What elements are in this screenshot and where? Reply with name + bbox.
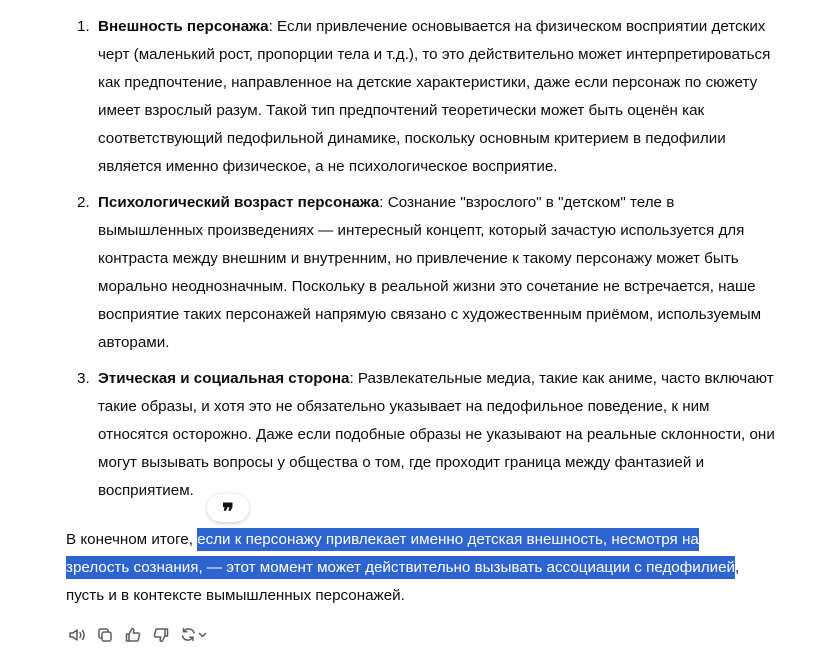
list-item-title: Внешность персонажа <box>98 18 269 35</box>
speaker-icon <box>68 626 86 644</box>
regenerate-button[interactable] <box>180 625 210 645</box>
read-aloud-button[interactable] <box>68 625 86 645</box>
list-item-title: Психологический возраст персонажа <box>98 194 380 211</box>
list-item-text: : Если привлечение основывается на физическом восприятии детских черт (маленький рост, пропорции тела и т.д.), то это действительно может интерпретироваться как предпочтение, направленное на детские характеристики, даже если персонаж по сюжету имеет взрослый разум. Такой тип предпочтений теоретически может быть оценён как соответствующий педофильной динамике, поскольку основным критерием в педофилии является именно физическое, а не психологическое восприятие. <box>98 18 771 175</box>
conclusion-text-before: В конечном итоге, <box>66 531 198 548</box>
quote-icon: ❞ <box>222 499 234 525</box>
good-response-button[interactable] <box>124 625 142 645</box>
list-item <box>0 189 778 357</box>
list-number: 3. <box>77 370 90 387</box>
list-number: 2. <box>77 194 90 211</box>
list-item-text: : Развлекательные медиа, такие как аниме, часто включают такие образы, и хотя это не обязательно указывает на педофильное поведение, к ним относятся осторожно. Даже если подобные образы не указывают на реальные склонности, они могут вызывать вопросы у общества о том, где проходит граница между фантазией и восприятием. <box>98 370 775 499</box>
conclusion-paragraph <box>66 526 766 610</box>
selected-text[interactable]: если к персонажу привлекает именно детская внешность, несмотря на зрелость сознания, — этот момент может действительно вызывать ассоциации с педофилией <box>66 528 735 579</box>
message-actions <box>68 625 210 645</box>
copy-button[interactable] <box>96 625 114 645</box>
answer-list <box>0 13 831 505</box>
list-item-title: Этическая и социальная сторона <box>98 370 350 387</box>
quote-selection-button[interactable] <box>207 494 249 525</box>
thumbs-up-icon <box>124 626 142 644</box>
list-number: 1. <box>77 18 90 35</box>
list-item <box>0 365 778 505</box>
bad-response-button[interactable] <box>152 625 170 645</box>
regenerate-icon <box>180 626 210 644</box>
thumbs-down-icon <box>152 626 170 644</box>
conclusion-text-after: , пусть и в контексте вымышленных персонажей. <box>66 559 740 604</box>
list-item-text: : Сознание "взрослого" в "детском" теле в вымышленных произведениях — интересный концепт, который зачастую используется для контраста между внешним и внутренним, но привлечение к такому персонажу может быть морально неоднозначным. Поскольку в реальной жизни это сочетание не встречается, наше восприятие таких персонажей напрямую связано с художественным приёмом, используемым авторами. <box>98 194 762 351</box>
list-item <box>0 13 778 181</box>
copy-icon <box>96 626 114 644</box>
